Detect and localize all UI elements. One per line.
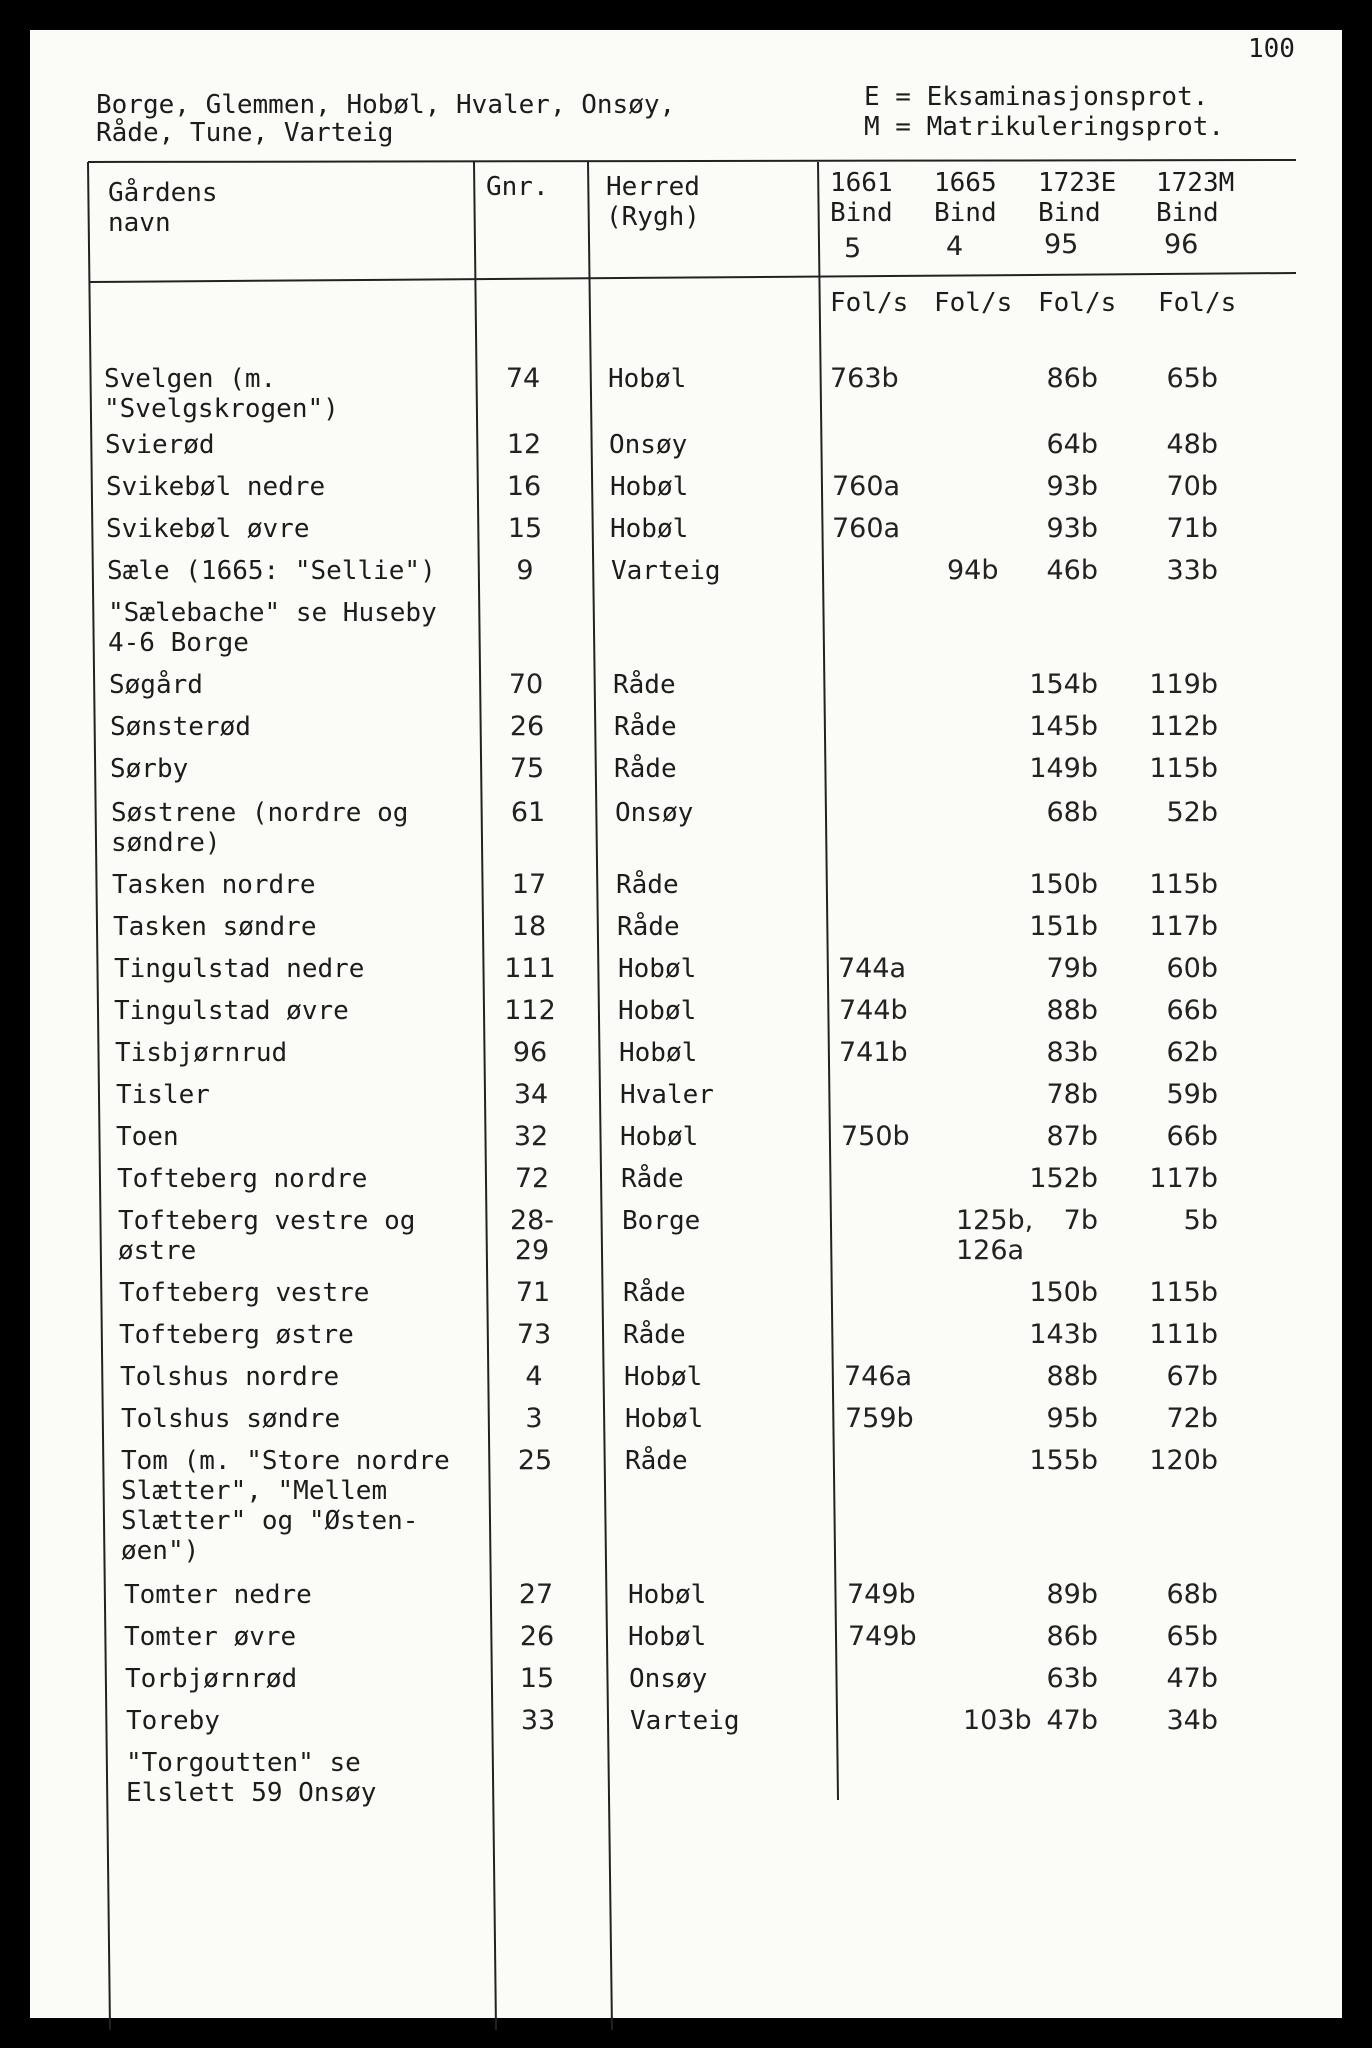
cell-herred: Råde bbox=[623, 1320, 686, 1350]
cell-1723e: 155b bbox=[1029, 1445, 1098, 1476]
cell-herred: Onsøy bbox=[629, 1664, 708, 1694]
table-header-rule bbox=[90, 273, 1296, 282]
cell-1723m: 71b bbox=[1166, 513, 1218, 544]
cell-farm-name: Tom (m. "Store nordre Slætter", "Mellem Slætter" og "Østen- øen") bbox=[121, 1446, 450, 1566]
cell-gnr: 15 bbox=[507, 513, 543, 544]
cell-herred: Hobøl bbox=[625, 1404, 704, 1434]
cell-gnr: 34 bbox=[513, 1079, 549, 1110]
cell-gnr: 111 bbox=[504, 953, 556, 984]
cell-1723m: 60b bbox=[1166, 953, 1218, 984]
cell-1723e: 150b bbox=[1029, 1277, 1098, 1308]
cell-gnr: 28- 29 bbox=[509, 1205, 555, 1266]
cell-farm-name: Svikebøl øvre bbox=[106, 514, 310, 544]
cell-1661: 749b bbox=[847, 1579, 916, 1610]
legend-e: E = Eksaminasjonsprot. bbox=[864, 82, 1209, 112]
cell-herred: Hvaler bbox=[620, 1080, 714, 1110]
cell-1723e: 145b bbox=[1029, 711, 1098, 742]
column-header-1723m: 1723M Bind bbox=[1156, 168, 1235, 228]
cell-gnr: 26 bbox=[509, 711, 545, 742]
bind-number-1723m: 96 bbox=[1164, 229, 1199, 260]
bind-number-1723e: 95 bbox=[1044, 229, 1079, 260]
cell-1723e: 87b bbox=[1046, 1121, 1098, 1152]
cell-herred: Hobøl bbox=[608, 364, 687, 394]
bind-number-1665: 4 bbox=[946, 231, 964, 262]
cell-herred: Hobøl bbox=[628, 1580, 707, 1610]
cell-herred: Råde bbox=[614, 754, 677, 784]
cell-farm-name: Torbjørnrød bbox=[125, 1664, 298, 1694]
cell-1723e: 93b bbox=[1046, 513, 1098, 544]
cell-1661: 760a bbox=[832, 471, 901, 502]
cell-1661: 741b bbox=[839, 1037, 908, 1068]
cell-herred: Råde bbox=[617, 912, 680, 942]
cell-farm-name: Tofteberg vestre og østre bbox=[118, 1206, 416, 1266]
cell-1723e: 86b bbox=[1046, 1621, 1098, 1652]
cell-1661: 763b bbox=[830, 363, 899, 394]
cell-farm-name: Tolshus nordre bbox=[120, 1362, 340, 1392]
cell-farm-name: Svelgen (m. "Svelgskrogen") bbox=[104, 364, 339, 424]
cell-1723e: 83b bbox=[1046, 1037, 1098, 1068]
fol-label-1661: Fol/s bbox=[830, 288, 909, 318]
cell-herred: Varteig bbox=[630, 1706, 740, 1736]
cell-1723m: 66b bbox=[1166, 995, 1218, 1026]
cell-1723m: 52b bbox=[1166, 797, 1218, 828]
cell-gnr: 15 bbox=[519, 1663, 555, 1694]
cell-1723m: 65b bbox=[1166, 363, 1218, 394]
cell-herred: Hobøl bbox=[620, 1122, 699, 1152]
page-number: 100 bbox=[1248, 34, 1295, 64]
cell-1665: 103b bbox=[963, 1705, 1032, 1736]
cell-1661: 750b bbox=[841, 1121, 910, 1152]
cell-1723e: 7b bbox=[1063, 1205, 1098, 1236]
cell-1723e: 150b bbox=[1029, 869, 1098, 900]
cell-1661: 760a bbox=[832, 513, 901, 544]
regions-line-1: Borge, Glemmen, Hobøl, Hvaler, Onsøy, bbox=[96, 90, 676, 120]
cell-1723m: 48b bbox=[1166, 429, 1218, 460]
cell-gnr: 74 bbox=[505, 363, 541, 394]
cell-1723m: 72b bbox=[1166, 1403, 1218, 1434]
cell-1665: 94b bbox=[947, 555, 999, 586]
cell-herred: Onsøy bbox=[615, 798, 694, 828]
cell-1723e: 64b bbox=[1046, 429, 1098, 460]
cell-1723e: 95b bbox=[1046, 1403, 1098, 1434]
cell-herred: Hobøl bbox=[610, 472, 689, 502]
cell-1723m: 70b bbox=[1166, 471, 1218, 502]
cell-gnr: 25 bbox=[517, 1445, 553, 1476]
cell-1723m: 117b bbox=[1149, 911, 1218, 942]
cell-gnr: 18 bbox=[511, 911, 547, 942]
cell-gnr: 27 bbox=[518, 1579, 554, 1610]
cell-1723e: 79b bbox=[1046, 953, 1098, 984]
cell-farm-name: "Torgoutten" se Elslett 59 Onsøy bbox=[126, 1748, 377, 1808]
cell-1723e: 89b bbox=[1046, 1579, 1098, 1610]
fol-label-1665: Fol/s bbox=[934, 288, 1013, 318]
cell-herred: Hobøl bbox=[624, 1362, 703, 1392]
cell-gnr: 16 bbox=[506, 471, 542, 502]
cell-gnr: 71 bbox=[515, 1277, 551, 1308]
cell-gnr: 26 bbox=[519, 1621, 555, 1652]
cell-farm-name: Tofteberg nordre bbox=[117, 1164, 368, 1194]
cell-farm-name: Tingulstad nedre bbox=[114, 954, 365, 984]
cell-herred: Råde bbox=[616, 870, 679, 900]
fol-label-1723m: Fol/s bbox=[1158, 288, 1237, 318]
cell-gnr: 96 bbox=[512, 1037, 548, 1068]
cell-herred: Hobøl bbox=[618, 954, 697, 984]
cell-gnr: 3 bbox=[525, 1403, 543, 1434]
col-rule-years bbox=[818, 162, 838, 1800]
cell-1723m: 115b bbox=[1149, 869, 1218, 900]
cell-farm-name: Tolshus søndre bbox=[121, 1404, 341, 1434]
cell-1723m: 5b bbox=[1183, 1205, 1218, 1236]
cell-farm-name: Toen bbox=[116, 1122, 179, 1152]
cell-1723m: 33b bbox=[1166, 555, 1218, 586]
cell-1661: 746a bbox=[844, 1361, 913, 1392]
cell-1665: 125b, 126a bbox=[956, 1205, 1034, 1266]
cell-farm-name: Tasken nordre bbox=[112, 870, 316, 900]
cell-farm-name: "Sælebache" se Huseby 4-6 Borge bbox=[108, 598, 437, 658]
cell-herred: Råde bbox=[623, 1278, 686, 1308]
cell-1723e: 46b bbox=[1046, 555, 1098, 586]
cell-herred: Råde bbox=[613, 670, 676, 700]
cell-gnr: 32 bbox=[513, 1121, 549, 1152]
cell-herred: Råde bbox=[625, 1446, 688, 1476]
cell-gnr: 72 bbox=[514, 1163, 550, 1194]
cell-herred: Hobøl bbox=[618, 996, 697, 1026]
cell-1661: 759b bbox=[845, 1403, 914, 1434]
cell-1723e: 63b bbox=[1046, 1663, 1098, 1694]
cell-1723e: 149b bbox=[1029, 753, 1098, 784]
cell-1661: 749b bbox=[848, 1621, 917, 1652]
cell-farm-name: Tasken søndre bbox=[113, 912, 317, 942]
cell-farm-name: Tomter øvre bbox=[124, 1622, 297, 1652]
cell-1723e: 47b bbox=[1046, 1705, 1098, 1736]
cell-1723e: 152b bbox=[1029, 1163, 1098, 1194]
column-header-1665: 1665 Bind bbox=[934, 168, 997, 228]
column-header-herred: Herred (Rygh) bbox=[606, 172, 700, 232]
cell-farm-name: Tisbjørnrud bbox=[115, 1038, 288, 1068]
cell-farm-name: Søstrene (nordre og søndre) bbox=[111, 798, 409, 858]
cell-herred: Hobøl bbox=[619, 1038, 698, 1068]
cell-farm-name: Sønsterød bbox=[110, 712, 251, 742]
cell-1723m: 119b bbox=[1149, 669, 1218, 700]
regions-line-2: Råde, Tune, Varteig bbox=[96, 118, 394, 148]
cell-1723e: 154b bbox=[1029, 669, 1098, 700]
cell-farm-name: Søgård bbox=[109, 670, 203, 700]
cell-1723e: 88b bbox=[1046, 1361, 1098, 1392]
column-header-gnr: Gnr. bbox=[486, 172, 549, 202]
cell-farm-name: Tofteberg østre bbox=[119, 1320, 354, 1350]
cell-farm-name: Svikebøl nedre bbox=[106, 472, 326, 502]
cell-herred: Råde bbox=[614, 712, 677, 742]
cell-1661: 744a bbox=[838, 953, 907, 984]
cell-1723m: 66b bbox=[1166, 1121, 1218, 1152]
cell-1723m: 111b bbox=[1149, 1319, 1218, 1350]
column-header-1661: 1661 Bind bbox=[830, 168, 893, 228]
cell-1723m: 47b bbox=[1166, 1663, 1218, 1694]
cell-1723m: 68b bbox=[1166, 1579, 1218, 1610]
column-header-1723e: 1723E Bind bbox=[1038, 168, 1117, 228]
cell-gnr: 73 bbox=[516, 1319, 552, 1350]
cell-farm-name: Toreby bbox=[126, 1706, 220, 1736]
cell-herred: Borge bbox=[622, 1206, 701, 1236]
cell-farm-name: Tomter nedre bbox=[124, 1580, 312, 1610]
cell-gnr: 17 bbox=[511, 869, 547, 900]
cell-gnr: 75 bbox=[509, 753, 545, 784]
cell-1723m: 117b bbox=[1149, 1163, 1218, 1194]
cell-1723e: 151b bbox=[1029, 911, 1098, 942]
cell-gnr: 70 bbox=[508, 669, 544, 700]
cell-herred: Onsøy bbox=[609, 430, 688, 460]
fol-label-1723e: Fol/s bbox=[1038, 288, 1117, 318]
cell-gnr: 4 bbox=[525, 1361, 543, 1392]
cell-gnr: 12 bbox=[506, 429, 542, 460]
legend-m: M = Matrikuleringsprot. bbox=[864, 112, 1225, 142]
cell-1723m: 112b bbox=[1149, 711, 1218, 742]
cell-gnr: 61 bbox=[510, 797, 546, 828]
cell-farm-name: Sæle (1665: "Sellie") bbox=[107, 556, 436, 586]
cell-1723m: 115b bbox=[1149, 1277, 1218, 1308]
cell-herred: Varteig bbox=[611, 556, 721, 586]
cell-1723e: 78b bbox=[1046, 1079, 1098, 1110]
cell-1723e: 143b bbox=[1029, 1319, 1098, 1350]
cell-gnr: 112 bbox=[504, 995, 556, 1026]
cell-farm-name: Tingulstad øvre bbox=[114, 996, 349, 1026]
cell-1723m: 120b bbox=[1149, 1445, 1218, 1476]
cell-herred: Hobøl bbox=[628, 1622, 707, 1652]
bind-number-1661: 5 bbox=[844, 233, 862, 264]
cell-1661: 744b bbox=[839, 995, 908, 1026]
table-top-rule bbox=[88, 160, 1296, 162]
cell-1723m: 65b bbox=[1166, 1621, 1218, 1652]
cell-1723e: 86b bbox=[1046, 363, 1098, 394]
cell-1723m: 115b bbox=[1149, 753, 1218, 784]
cell-farm-name: Tofteberg vestre bbox=[119, 1278, 370, 1308]
cell-farm-name: Tisler bbox=[116, 1080, 210, 1110]
cell-gnr: 33 bbox=[520, 1705, 556, 1736]
cell-1723m: 62b bbox=[1166, 1037, 1218, 1068]
cell-1723e: 68b bbox=[1046, 797, 1098, 828]
cell-1723m: 34b bbox=[1166, 1705, 1218, 1736]
cell-herred: Råde bbox=[621, 1164, 684, 1194]
cell-1723m: 59b bbox=[1166, 1079, 1218, 1110]
cell-herred: Hobøl bbox=[610, 514, 689, 544]
cell-1723e: 93b bbox=[1046, 471, 1098, 502]
cell-farm-name: Sørby bbox=[110, 754, 189, 784]
cell-1723e: 88b bbox=[1046, 995, 1098, 1026]
cell-farm-name: Svierød bbox=[105, 430, 215, 460]
cell-gnr: 9 bbox=[516, 555, 534, 586]
column-header-name: Gårdens navn bbox=[108, 178, 218, 238]
cell-1723m: 67b bbox=[1166, 1361, 1218, 1392]
